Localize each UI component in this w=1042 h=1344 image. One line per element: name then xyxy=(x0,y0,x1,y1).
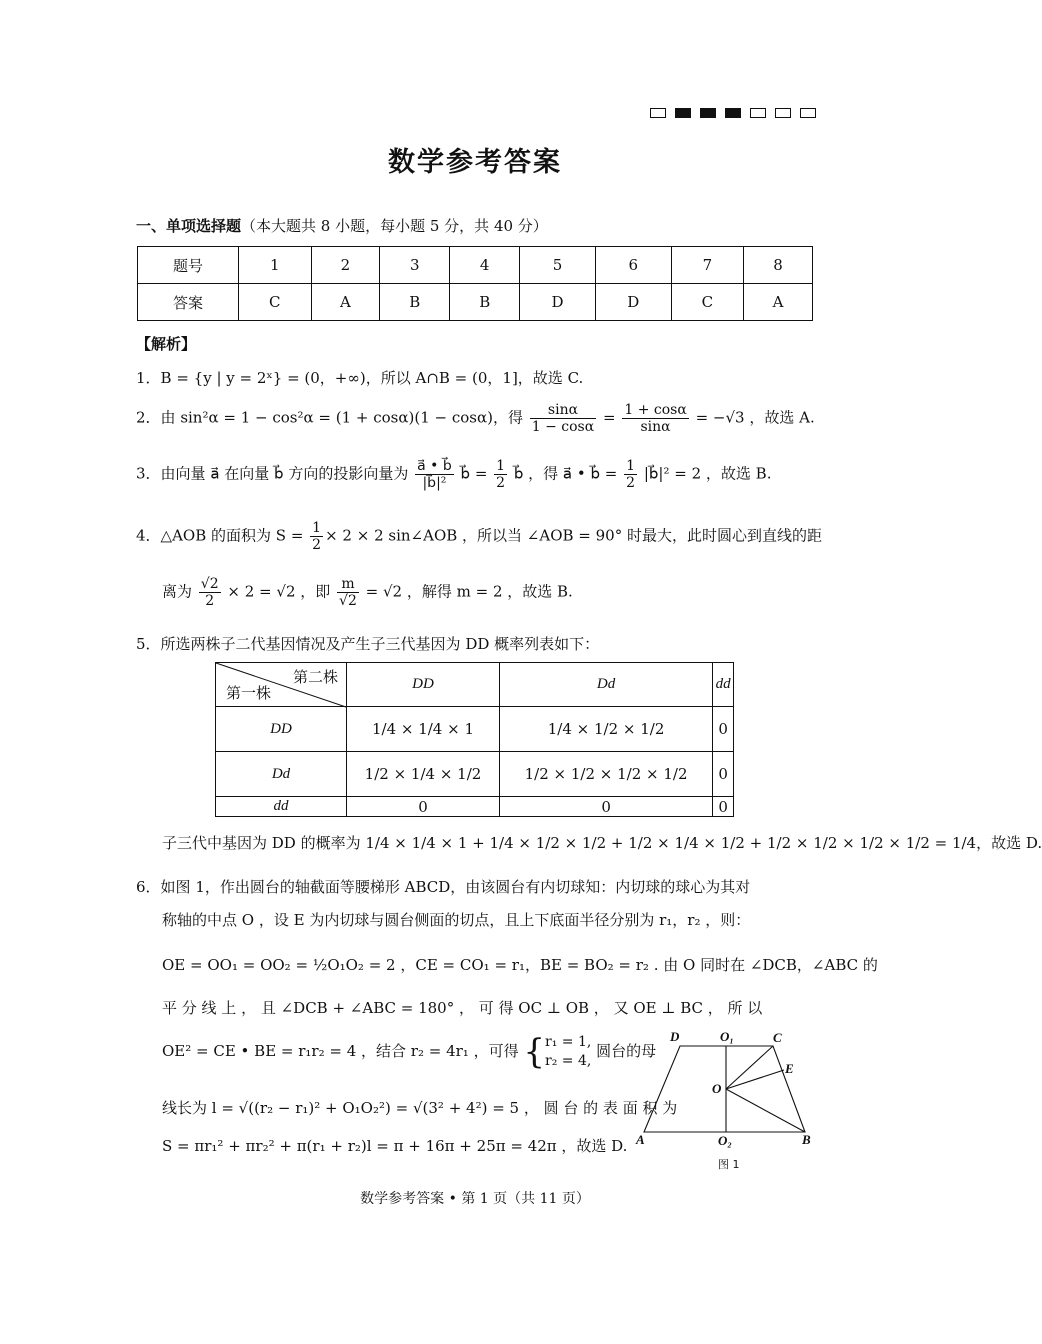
probability-cell: 1/2 × 1/4 × 1/2 xyxy=(347,752,500,797)
probability-expression: 1/4 × 1/4 × 1 + 1/4 × 1/2 × 1/2 + 1/2 × 1/4 × 1/2 + 1/2 × 1/2 × 1/2 × 1/2 = 1/4 xyxy=(365,834,977,852)
section-heading xyxy=(136,215,548,236)
row-label: 题号 xyxy=(138,247,239,284)
solution-3 xyxy=(136,458,771,491)
solution-text: 离为 xyxy=(162,582,193,601)
question-number: 2 xyxy=(311,247,380,284)
table-corner-cell xyxy=(216,663,347,707)
label-o2: O₂ xyxy=(718,1133,732,1148)
fraction xyxy=(415,458,454,491)
header-box-7 xyxy=(800,108,816,118)
denominator: 2 xyxy=(626,475,636,492)
denominator: sinα xyxy=(640,419,671,436)
denominator: |b⃗|² xyxy=(422,475,447,492)
label-e: E xyxy=(785,1061,794,1076)
row-label: 答案 xyxy=(138,284,239,321)
question-number: 6 xyxy=(595,247,671,284)
solution-text: 由 sin²α = 1 − cos²α = (1 + cosα)(1 − cosα)，得 xyxy=(160,408,523,427)
solution-number: 4． xyxy=(136,526,161,545)
solution-number: 1． xyxy=(136,369,161,387)
segment-oe xyxy=(726,1070,784,1089)
probability-cell: 0 xyxy=(713,752,734,797)
fraction xyxy=(530,402,596,435)
solution-4-line-2 xyxy=(162,576,573,609)
header-box-2 xyxy=(675,108,691,118)
question-number: 7 xyxy=(671,247,744,284)
fraction xyxy=(199,576,221,609)
question-number: 3 xyxy=(380,247,450,284)
answer-cell: C xyxy=(239,284,312,321)
fraction xyxy=(624,458,637,491)
probability-cell: 1/4 × 1/4 × 1 xyxy=(347,707,500,752)
page-title: 数学参考答案 xyxy=(388,147,562,178)
solution-text: 所选两株子二代基因情况及产生子三代基因为 DD 概率列表如下： xyxy=(160,635,600,653)
solution-text: 由向量 a⃗ 在向量 b⃗ 方向的投影向量为 xyxy=(160,464,409,483)
section-note: （本大题共 8 小题，每小题 5 分，共 40 分） xyxy=(241,217,548,235)
solution-text: 子三代中基因为 DD 的概率为 xyxy=(162,834,361,852)
corner-top-label: 第二株 xyxy=(292,668,338,686)
probability-cell: 1/4 × 1/2 × 1/2 xyxy=(500,707,713,752)
fraction xyxy=(337,576,359,609)
fraction xyxy=(622,402,688,435)
probability-cell: 0 xyxy=(713,797,734,817)
solution-number: 3． xyxy=(136,464,161,483)
question-number: 8 xyxy=(744,247,813,284)
label-o1: O₁ xyxy=(720,1029,734,1044)
corner-bottom-label: 第一株 xyxy=(226,684,272,702)
page-footer: 数学参考答案 • 第 1 页（共 11 页） xyxy=(360,1191,590,1207)
numerator: √2 xyxy=(200,576,219,592)
header-box-4 xyxy=(725,108,741,118)
row-header: DD xyxy=(216,707,347,752)
probability-row xyxy=(216,707,734,752)
answer-cell: A xyxy=(311,284,380,321)
solution-5 xyxy=(136,633,599,654)
column-header: DD xyxy=(347,663,500,707)
probability-cell: 1/2 × 1/2 × 1/2 × 1/2 xyxy=(500,752,713,797)
answer-table-row-answers xyxy=(138,284,813,321)
row-header: dd xyxy=(216,797,347,817)
denominator: 2 xyxy=(496,475,506,492)
solution-text: b⃗ ，得 a⃗ • b⃗ = xyxy=(513,464,618,483)
equals: = xyxy=(602,408,616,427)
solution-text: 如图 1，作出圆台的轴截面等腰梯形 ABCD，由该圆台有内切球知：内切球的球心为其对 xyxy=(160,878,751,896)
header-box-5 xyxy=(750,108,766,118)
label-c: C xyxy=(773,1030,782,1045)
probability-cell: 0 xyxy=(347,797,500,817)
solution-text: = −√3 ，故选 A. xyxy=(695,408,815,427)
question-number: 1 xyxy=(239,247,312,284)
header-box-3 xyxy=(700,108,716,118)
numerator: 1 xyxy=(312,520,322,536)
label-a: A xyxy=(636,1132,645,1147)
analysis-label: 【解析】 xyxy=(136,335,197,353)
probability-table-header xyxy=(216,663,734,707)
numerator: a⃗ • b⃗ xyxy=(417,458,452,474)
solution-text: 圆台的母 xyxy=(596,1042,657,1060)
fraction xyxy=(494,458,507,491)
header-box-1 xyxy=(650,108,666,118)
solution-number: 5． xyxy=(136,635,161,653)
answer-cell: C xyxy=(671,284,744,321)
denominator: √2 xyxy=(339,593,357,610)
solution-text: = √2 ，解得 m = 2 ，故选 B. xyxy=(365,582,573,601)
section-title: 一、单项选择题 xyxy=(136,217,242,235)
solution-text: ，故选 D. xyxy=(976,834,1042,852)
label-d: D xyxy=(670,1029,680,1044)
answer-cell: B xyxy=(450,284,520,321)
probability-table xyxy=(215,662,734,817)
label-b: B xyxy=(802,1132,811,1147)
question-number: 4 xyxy=(450,247,520,284)
solution-6-line-4: 平 分 线 上 ， 且 ∠DCB + ∠ABC = 180° ， 可 得 OC ⊥ OB ， 又 OE ⊥ BC ， 所 以 xyxy=(162,999,763,1017)
solution-number: 2． xyxy=(136,408,161,427)
header-box-strip xyxy=(650,108,816,118)
solution-2 xyxy=(136,402,815,435)
probability-row xyxy=(216,797,734,817)
probability-cell: 0 xyxy=(500,797,713,817)
answer-table-row-numbers xyxy=(138,247,813,284)
answer-cell: D xyxy=(520,284,596,321)
segment-oc xyxy=(726,1046,773,1089)
solution-6-line-3: OE = OO₁ = OO₂ = ½O₁O₂ = 2 ，CE = CO₁ = r₁，BE = BO₂ = r₂ . 由 O 同时在 ∠DCB，∠ABC 的 xyxy=(162,956,878,974)
equation-system xyxy=(545,1033,591,1071)
equation: r₂ = 4, xyxy=(545,1053,592,1069)
equation: r₁ = 1, xyxy=(545,1034,592,1051)
numerator: 1 xyxy=(626,458,636,474)
question-number: 5 xyxy=(520,247,596,284)
solution-text: |b⃗|² = 2 ，故选 B. xyxy=(643,464,772,483)
numerator: sinα xyxy=(530,402,596,419)
row-header: Dd xyxy=(216,752,347,797)
solution-4 xyxy=(136,520,822,553)
fraction xyxy=(310,520,323,553)
solution-6-line-2: 称轴的中点 O ，设 E 为内切球与圆台侧面的切点，且上下底面半径分别为 r₁，r₂ ，则： xyxy=(162,911,751,929)
trapezoid-figure xyxy=(630,1028,820,1178)
answer-cell: D xyxy=(595,284,671,321)
header-box-6 xyxy=(775,108,791,118)
solution-6-line-6: 线长为 l = √((r₂ − r₁)² + O₁O₂²) = √(3² + 4²) = 5 ， 圆 台 的 表 面 积 为 xyxy=(162,1099,678,1117)
solution-text: △AOB 的面积为 S = xyxy=(160,526,304,545)
answer-cell: A xyxy=(744,284,813,321)
numerator: 1 + cosα xyxy=(624,402,687,418)
figure-caption: 图 1 xyxy=(718,1158,740,1171)
solution-text: × 2 × 2 sin∠AOB ，所以当 ∠AOB = 90° 时最大，此时圆心到直线的距 xyxy=(325,526,822,545)
denominator: 2 xyxy=(205,593,215,610)
denominator: 1 − cosα xyxy=(531,419,595,436)
system-brace: { xyxy=(523,1032,546,1072)
solution-text: B = {y | y = 2ˣ} = (0，+∞)，所以 A∩B = (0，1]，故选 C. xyxy=(160,369,584,387)
solution-number: 6． xyxy=(136,878,161,896)
solution-6 xyxy=(136,876,750,897)
probability-cell: 0 xyxy=(713,707,734,752)
numerator: 1 xyxy=(496,458,506,474)
denominator: 2 xyxy=(312,537,322,554)
solution-text: b⃗ = xyxy=(460,464,488,483)
answer-table xyxy=(137,246,813,321)
solution-5-conclusion xyxy=(162,832,1042,853)
segment-ob xyxy=(726,1089,805,1132)
probability-row xyxy=(216,752,734,797)
solution-text: × 2 = √2 ，即 xyxy=(227,582,331,601)
numerator: m xyxy=(337,576,359,593)
label-o: O xyxy=(712,1081,722,1096)
column-header: dd xyxy=(713,663,734,707)
solution-1 xyxy=(136,367,583,388)
solution-text: OE² = CE • BE = r₁r₂ = 4 ，结合 r₂ = 4r₁ ，可得 xyxy=(162,1042,519,1060)
solution-6-line-7: S = πr₁² + πr₂² + π(r₁ + r₂)l = π + 16π + 25π = 42π ，故选 D. xyxy=(162,1137,628,1155)
answer-cell: B xyxy=(380,284,450,321)
solution-6-line-5 xyxy=(162,1032,656,1072)
column-header: Dd xyxy=(500,663,713,707)
